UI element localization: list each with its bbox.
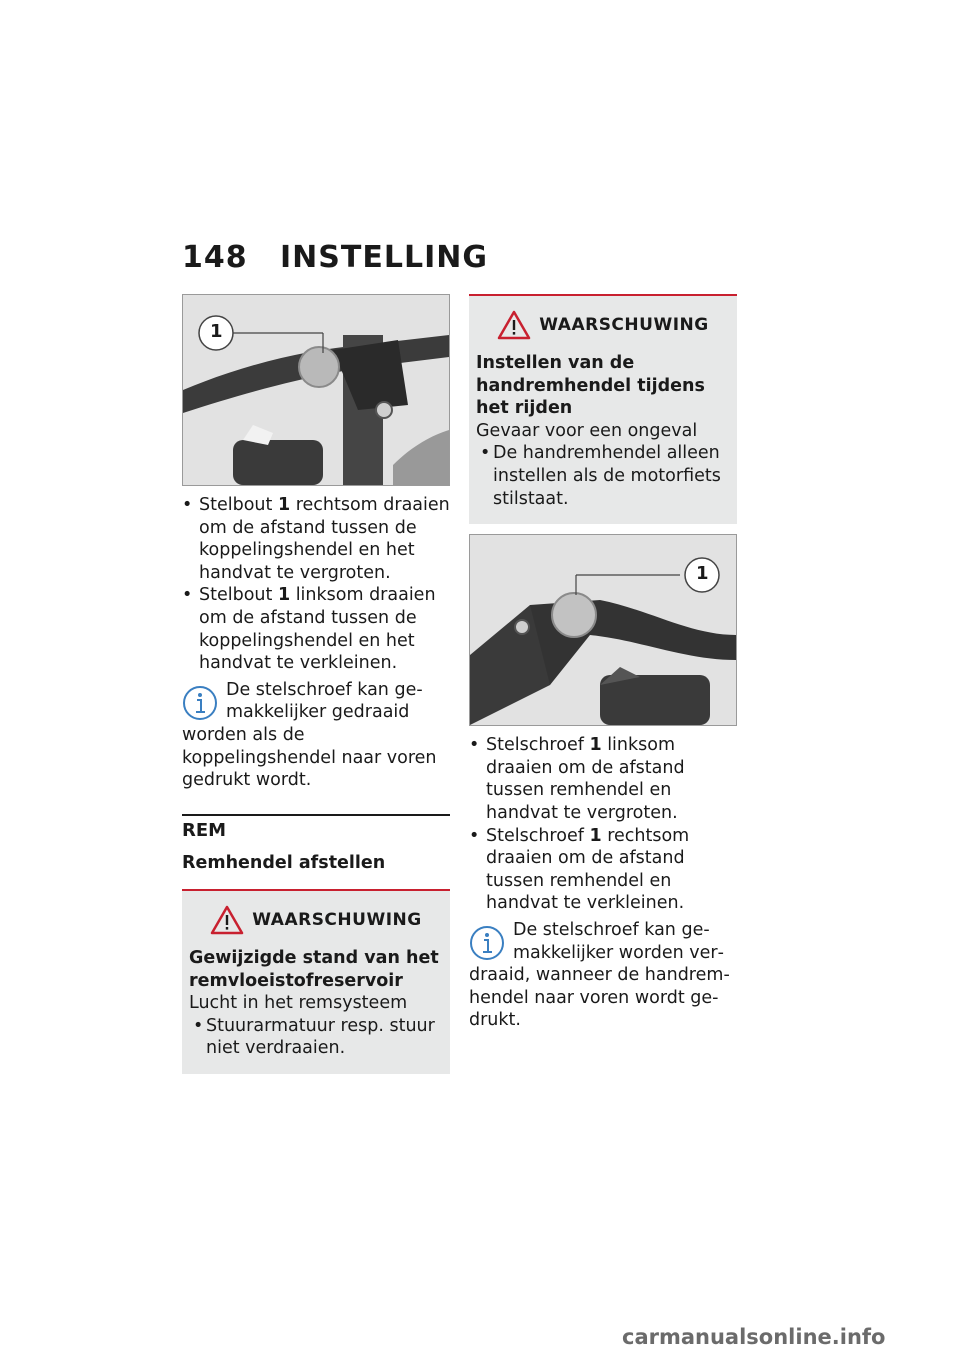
list-item: • Stelbout 1 linksom draaien om de afstand tussen de koppelingshendel en het handvat te verkleinen. bbox=[182, 584, 450, 674]
subsection-title: Remhendel afstellen bbox=[182, 853, 386, 874]
clutch-lever-photo bbox=[182, 294, 450, 486]
warning-title: Instellen van de handremhendel tijdens het rijden bbox=[476, 353, 705, 419]
list-item: • De handremhendel alleen instellen als de motorfiets stilstaat. bbox=[476, 442, 730, 510]
page-number: 148 bbox=[182, 240, 248, 275]
list-item: • Stelbout 1 rechtsom draaien om de afstand tussen de koppelingshendel en het handvat te vergroten. bbox=[182, 494, 450, 584]
info-icon bbox=[182, 685, 218, 721]
warning-list bbox=[476, 442, 730, 510]
page-title: INSTELLING bbox=[280, 240, 488, 275]
warning-label: WAARSCHUWING bbox=[252, 909, 422, 930]
photo-callout-label: 1 bbox=[210, 321, 223, 342]
left-column bbox=[182, 294, 450, 1074]
note-block bbox=[182, 679, 450, 792]
warning-box bbox=[182, 889, 450, 1074]
warning-header bbox=[189, 905, 443, 935]
page-header bbox=[182, 240, 488, 275]
warning-triangle-icon bbox=[210, 905, 244, 935]
photo-callout-label: 1 bbox=[696, 563, 709, 585]
warning-triangle-icon bbox=[497, 310, 531, 340]
note-text: De stelschroef kan gemakkelijker worden verdraaid, wanneer de handremhendel naar voren wordt gedrukt. bbox=[469, 919, 730, 1031]
brake-lever-photo bbox=[469, 534, 737, 726]
warning-header bbox=[476, 310, 730, 340]
warning-title: Gewijzigde stand van het remvloeistofreservoir bbox=[189, 947, 439, 991]
warning-text: Lucht in het remsysteem bbox=[189, 993, 408, 1014]
bullet-list bbox=[182, 494, 450, 675]
list-item: • Stelschroef 1 linksom draaien om de afstand tussen remhendel en handvat te vergroten. bbox=[469, 734, 737, 824]
list-item: • Stuurarmatuur resp. stuur niet verdraaien. bbox=[189, 1015, 443, 1060]
note-block bbox=[469, 919, 737, 1032]
warning-label: WAARSCHUWING bbox=[539, 314, 709, 335]
section-heading bbox=[182, 814, 450, 875]
warning-box bbox=[469, 294, 737, 524]
list-item: • Stelschroef 1 rechtsom draaien om de afstand tussen remhendel en handvat te verkleinen. bbox=[469, 825, 737, 915]
bullet-list bbox=[469, 734, 737, 915]
section-title: REM bbox=[182, 819, 227, 841]
warning-text: Gevaar voor een ongeval bbox=[476, 420, 698, 441]
info-icon bbox=[469, 925, 505, 961]
warning-list bbox=[189, 1015, 443, 1060]
footer-watermark: carmanualsonline.info bbox=[622, 1325, 886, 1349]
right-column bbox=[469, 294, 737, 1032]
note-text: De stelschroef kan gemakkelijker gedraaid worden als de koppelingshendel naar voren gedrukt wordt. bbox=[182, 679, 437, 791]
